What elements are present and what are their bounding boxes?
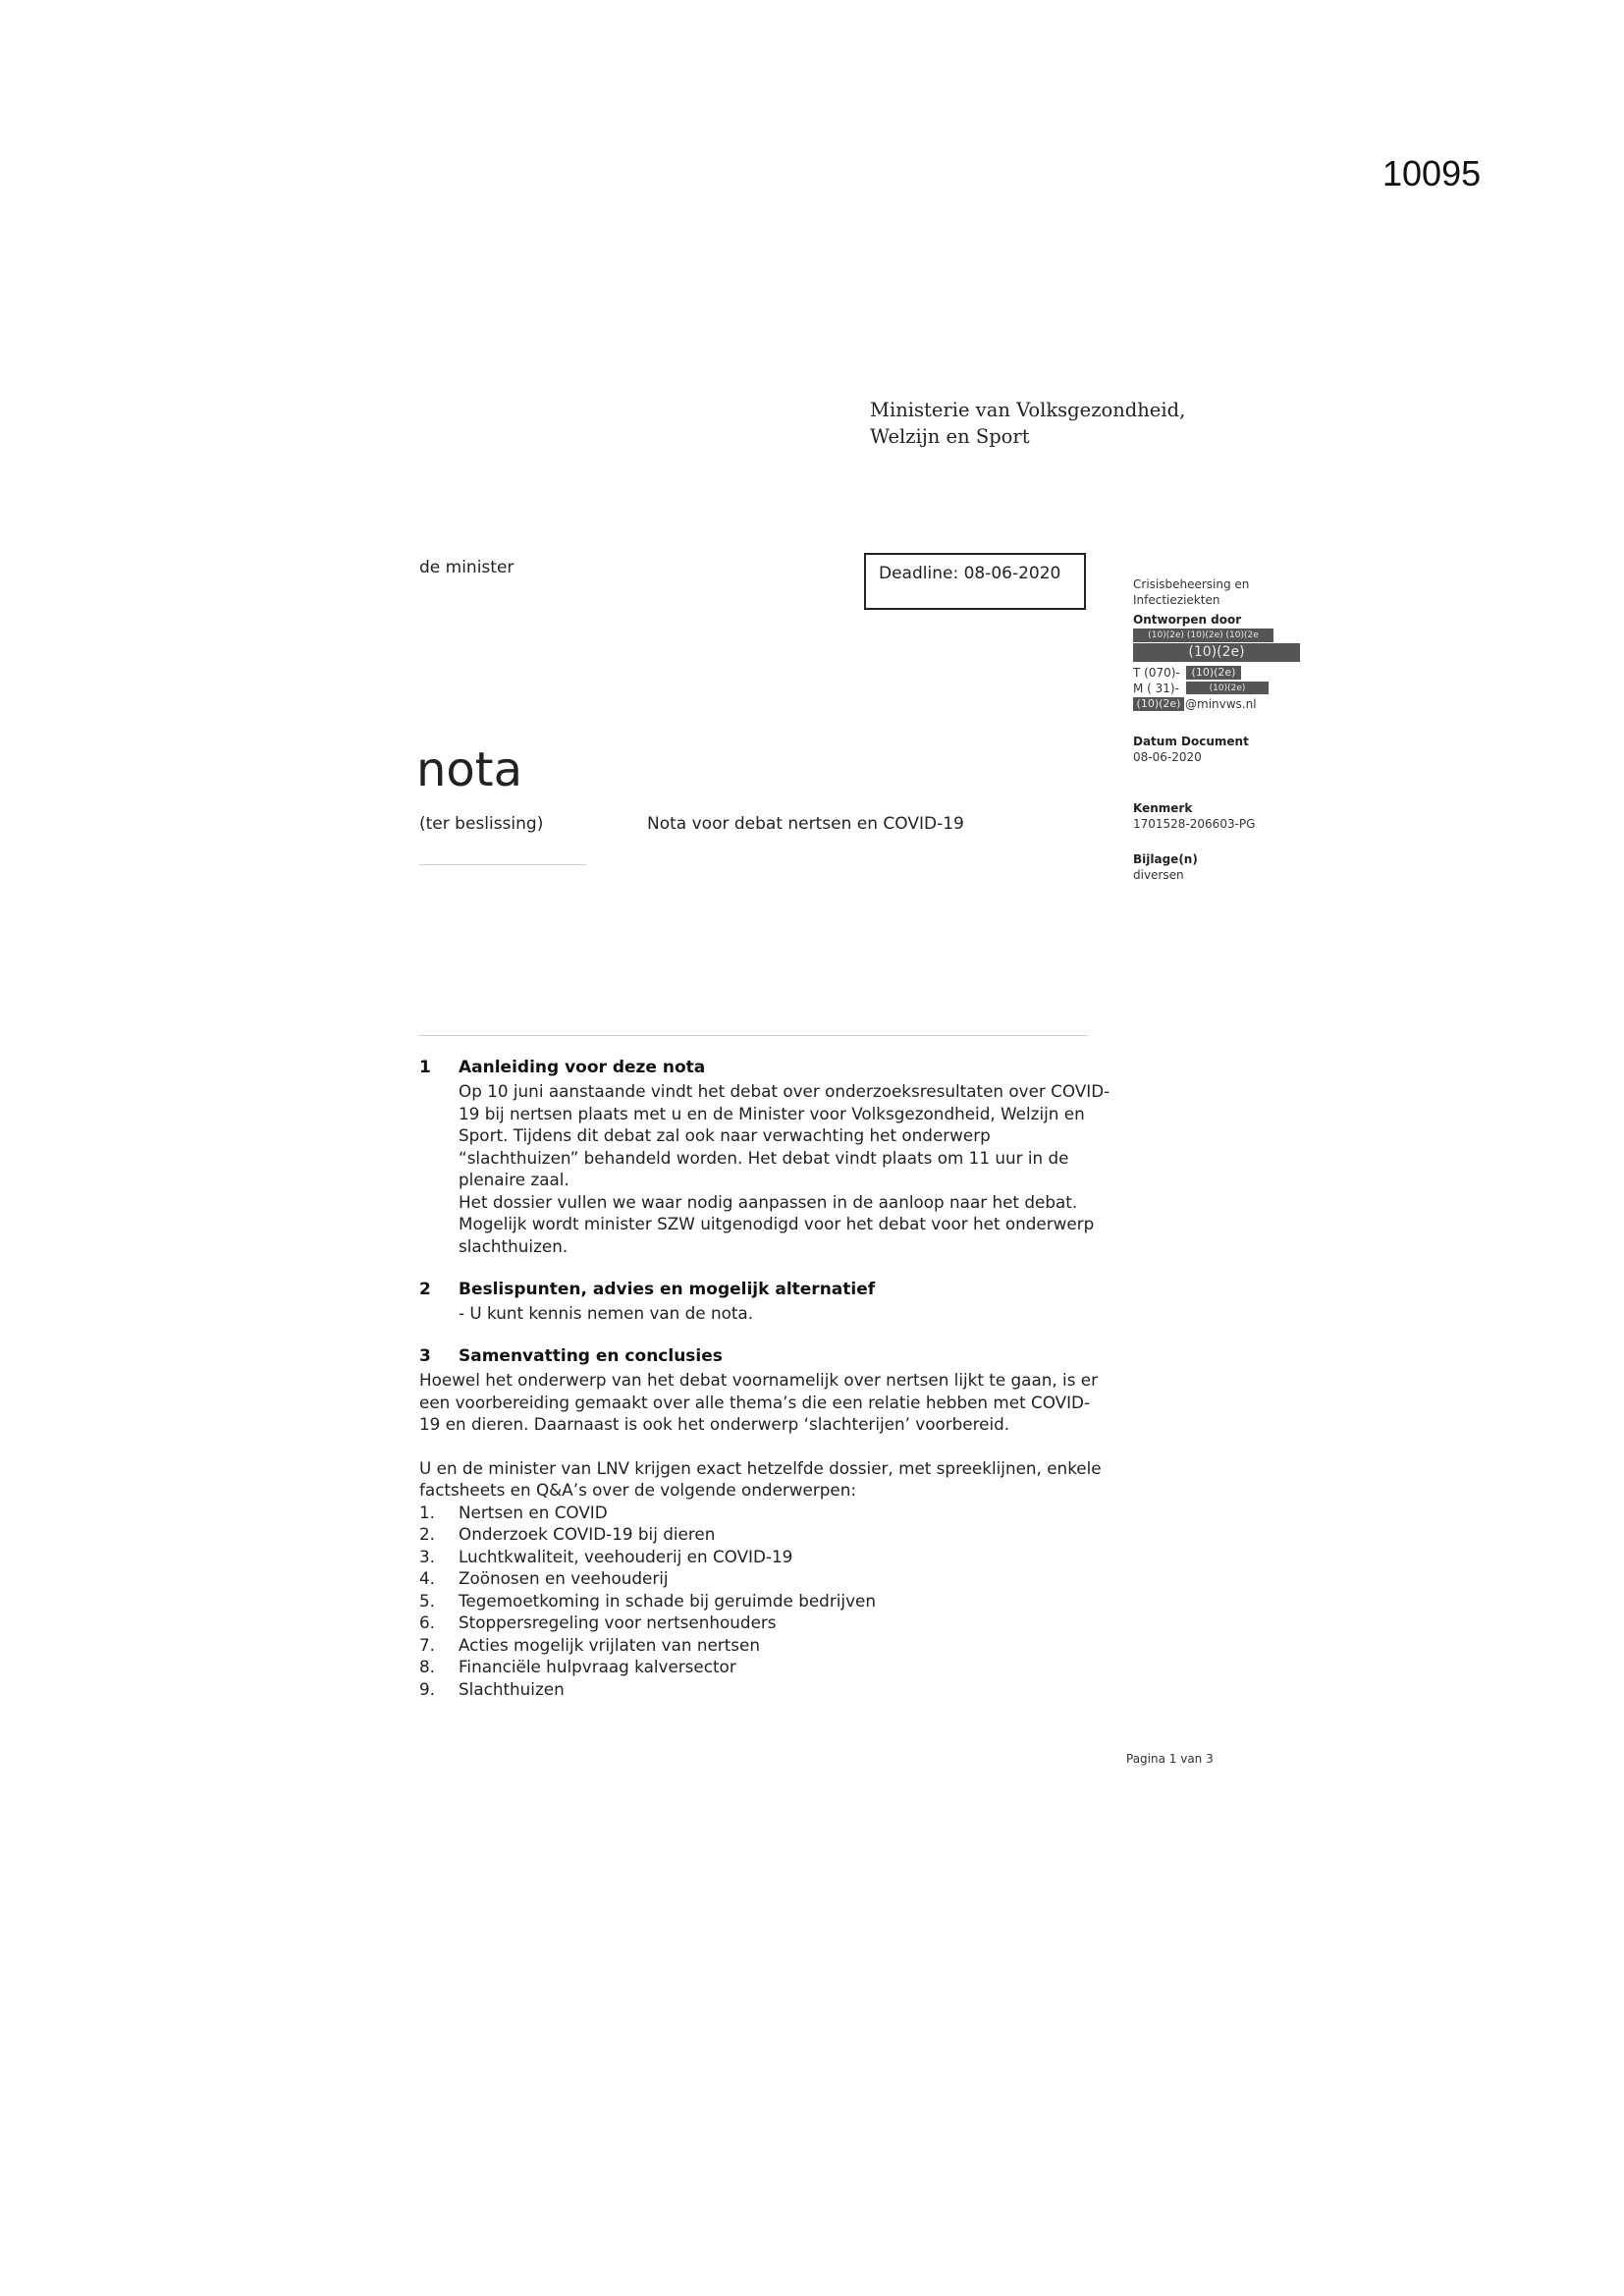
nota-subtitle: (ter beslissing) — [419, 814, 544, 834]
text-line: 19 bij nertsen plaats met u en de Minister voor Volksgezondheid, Welzijn en — [459, 1103, 1085, 1123]
list-item: 8. Financiële hulpvraag kalversector — [419, 1657, 736, 1676]
mobile-prefix: M ( 31)- — [1133, 682, 1179, 695]
short-divider — [419, 864, 586, 865]
section-3 — [419, 1346, 1136, 1700]
redacted-email: (10)(2e) — [1133, 697, 1184, 711]
redacted-name-1: (10)(2e) (10)(2e) (10)(2e — [1133, 629, 1273, 642]
list-item: 9. Slachthuizen — [419, 1678, 565, 1699]
topics-list — [419, 1502, 1136, 1701]
section-1-body — [459, 1080, 1126, 1257]
nota-subject: Nota voor debat nertsen en COVID-19 — [647, 814, 964, 834]
phone-prefix: T (070)- — [1133, 666, 1180, 680]
deadline-text: Deadline: 08-06-2020 — [879, 564, 1061, 583]
section-1-number: 1 — [419, 1058, 431, 1077]
sidebar-metadata — [1133, 576, 1329, 883]
text-line: een voorbereiding gemaakt over alle thema’s die een relatie hebben met COVID- — [419, 1392, 1091, 1412]
list-item: 7. Acties mogelijk vrijlaten van nertsen — [419, 1634, 760, 1655]
text-line: - U kunt kennis nemen van de nota. — [459, 1303, 754, 1323]
text-line: plenaire zaal. — [459, 1170, 569, 1189]
page-number: Pagina 1 van 3 — [1126, 1752, 1214, 1766]
text-line: 19 en dieren. Daarnaast is ook het onderwerp ‘slachterijen’ voorbereid. — [419, 1414, 1010, 1434]
list-item: 3. Luchtkwaliteit, veehouderij en COVID-19 — [419, 1546, 793, 1566]
text-line: Mogelijk wordt minister SZW uitgenodigd voor het debat voor het onderwerp — [459, 1214, 1095, 1233]
department-line-1: Crisisbeheersing en — [1133, 577, 1250, 591]
email-suffix: @minvws.nl — [1185, 697, 1257, 711]
text-line: factsheets en Q&A’s over de volgende onderwerpen: — [419, 1480, 857, 1500]
list-item: 4. Zoönosen en veehouderij — [419, 1568, 669, 1588]
date-value: 08-06-2020 — [1133, 750, 1202, 764]
ministry-name — [870, 397, 1185, 450]
document-number: 10095 — [1382, 153, 1482, 193]
text-line: Sport. Tijdens dit debat zal ook naar verwachting het onderwerp — [459, 1125, 991, 1145]
main-divider — [419, 1035, 1088, 1036]
section-2-number: 2 — [419, 1280, 431, 1299]
text-line: U en de minister van LNV krijgen exact hetzelfde dossier, met spreeklijnen, enkele — [419, 1457, 1102, 1478]
section-1 — [419, 1058, 1126, 1257]
section-3-number: 3 — [419, 1346, 431, 1366]
list-item: 1. Nertsen en COVID — [419, 1502, 608, 1522]
redacted-phone: (10)(2e) — [1186, 666, 1241, 680]
list-item: 2. Onderzoek COVID-19 bij dieren — [419, 1524, 716, 1544]
attachments-value: diversen — [1133, 868, 1184, 882]
section-2-body — [459, 1302, 1126, 1325]
ministry-line-1: Ministerie van Volksgezondheid, — [870, 399, 1186, 421]
section-3-title: Samenvatting en conclusies — [459, 1346, 723, 1366]
recipient: de minister — [419, 558, 514, 577]
section-2 — [419, 1280, 1126, 1325]
date-label: Datum Document — [1133, 735, 1249, 748]
designed-by-label: Ontworpen door — [1133, 613, 1242, 627]
text-line: Op 10 juni aanstaande vindt het debat over onderzoeksresultaten over COVID- — [459, 1081, 1110, 1101]
text-line: Het dossier vullen we waar nodig aanpassen in de aanloop naar het debat. — [459, 1191, 1078, 1212]
section-1-title: Aanleiding voor deze nota — [459, 1058, 706, 1077]
list-item: 5. Tegemoetkoming in schade bij geruimde bedrijven — [419, 1590, 876, 1611]
text-line: slachthuizen. — [459, 1235, 568, 1256]
reference-label: Kenmerk — [1133, 801, 1193, 815]
section-2-title: Beslispunten, advies en mogelijk alternatief — [459, 1280, 876, 1299]
deadline-box — [864, 553, 1086, 610]
list-item: 6. Stoppersregeling voor nertsenhouders — [419, 1613, 777, 1632]
section-3-body — [419, 1369, 1136, 1502]
nota-title: nota — [416, 742, 523, 797]
reference-value: 1701528-206603-PG — [1133, 817, 1256, 831]
text-line: Hoewel het onderwerp van het debat voornamelijk over nertsen lijkt te gaan, is er — [419, 1370, 1099, 1390]
ministry-line-2: Welzijn en Sport — [870, 425, 1030, 448]
text-line: “slachthuizen” behandeld worden. Het debat vindt plaats om 11 uur in de — [459, 1147, 1069, 1168]
redacted-name-2: (10)(2e) — [1133, 643, 1300, 662]
attachments-label: Bijlage(n) — [1133, 852, 1198, 866]
redacted-mobile: (10)(2e) — [1186, 682, 1269, 694]
department-line-2: Infectieziekten — [1133, 593, 1220, 607]
